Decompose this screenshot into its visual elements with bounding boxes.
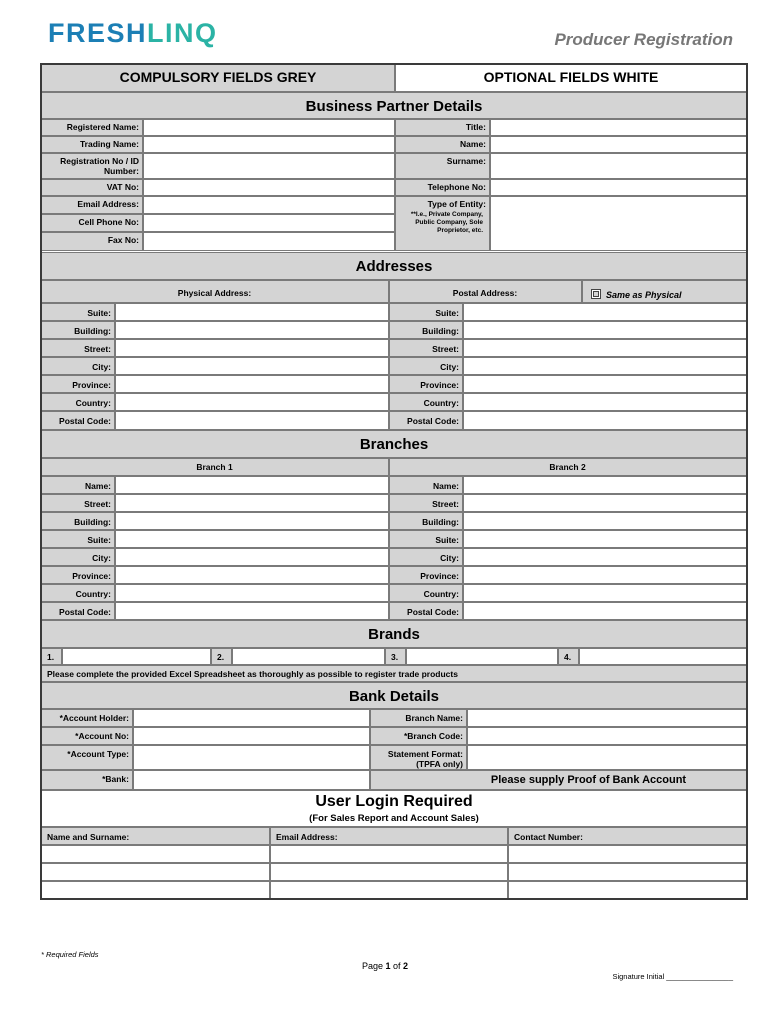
bank-left-label: *Account Type:: [41, 745, 133, 770]
login-column-header: Contact Number:: [508, 827, 747, 845]
business-left-label: Fax No:: [41, 232, 143, 251]
same-as-physical-label: Same as Physical: [606, 290, 682, 300]
login-input[interactable]: [41, 863, 270, 881]
bank-right-label: *Branch Code:: [370, 727, 467, 745]
signature-initial: Signature Initial ________________: [612, 972, 733, 981]
business-right-label: Name:: [395, 136, 490, 153]
business-right-label: Surname:: [395, 153, 490, 179]
branch-1-label: Province:: [41, 566, 115, 584]
brand-number: 2.: [211, 648, 232, 665]
login-column-header: Name and Surname:: [41, 827, 270, 845]
business-left-label: Cell Phone No:: [41, 214, 143, 232]
brands-section-title: Brands: [41, 620, 747, 648]
page-mid: of: [390, 961, 404, 971]
postal-address-header: Postal Address:: [389, 280, 582, 303]
business-left-input[interactable]: [143, 119, 395, 136]
physical-address-header: Physical Address:: [41, 280, 389, 303]
bank-proof-note: Please supply Proof of Bank Account: [370, 770, 747, 790]
branch-1-input[interactable]: [115, 494, 389, 512]
login-input[interactable]: [508, 863, 747, 881]
entity-type-label: Type of Entity:: [427, 199, 486, 209]
document-title: Producer Registration: [554, 30, 733, 49]
bank-right-label: Statement Format: (TPFA only): [370, 745, 467, 770]
bank-left-input[interactable]: [133, 709, 370, 727]
postal-address-input[interactable]: [463, 357, 747, 375]
business-left-input[interactable]: [143, 232, 395, 251]
brand-number: 4.: [558, 648, 579, 665]
logo-part-1: FRESH: [48, 18, 148, 48]
physical-address-label: Country:: [41, 393, 115, 411]
physical-address-input[interactable]: [115, 303, 389, 321]
business-left-input[interactable]: [143, 153, 395, 179]
page-current: 1: [385, 961, 391, 971]
branch-2-label: City:: [389, 548, 463, 566]
bank-left-input[interactable]: [133, 770, 370, 790]
business-right-input[interactable]: [490, 119, 747, 136]
logo-part-2: LINQ: [147, 18, 218, 48]
brand-number: 3.: [385, 648, 406, 665]
business-left-label: Email Address:: [41, 196, 143, 214]
branch-1-input[interactable]: [115, 476, 389, 494]
business-right-label: Title:: [395, 119, 490, 136]
brand-input[interactable]: [406, 648, 558, 665]
branch-1-label: City:: [41, 548, 115, 566]
bank-left-label: *Account No:: [41, 727, 133, 745]
postal-address-input[interactable]: [463, 411, 747, 430]
page-number: [0, 961, 770, 971]
business-section-title: Business Partner Details: [41, 92, 747, 119]
bank-right-input[interactable]: [467, 709, 747, 727]
branch-2-input[interactable]: [463, 584, 747, 602]
business-left-input[interactable]: [143, 196, 395, 214]
physical-address-input[interactable]: [115, 375, 389, 393]
branch-2-label: Province:: [389, 566, 463, 584]
branch-2-input[interactable]: [463, 512, 747, 530]
login-input[interactable]: [508, 881, 747, 900]
login-input[interactable]: [41, 881, 270, 900]
business-left-label: Registration No / ID Number:: [41, 153, 143, 179]
branch-2-label: Suite:: [389, 530, 463, 548]
branch-1-input[interactable]: [115, 602, 389, 620]
physical-address-input[interactable]: [115, 393, 389, 411]
branch-2-input[interactable]: [463, 566, 747, 584]
business-left-label: VAT No:: [41, 179, 143, 196]
physical-address-label: Street:: [41, 339, 115, 357]
branch-1-label: Country:: [41, 584, 115, 602]
business-left-input[interactable]: [143, 214, 395, 232]
branch-2-input[interactable]: [463, 476, 747, 494]
optional-legend: OPTIONAL FIELDS WHITE: [395, 64, 747, 92]
bank-left-label: *Account Holder:: [41, 709, 133, 727]
business-right-input[interactable]: [490, 179, 747, 196]
postal-address-label: Country:: [389, 393, 463, 411]
branch-2-input[interactable]: [463, 602, 747, 620]
branch-1-label: Suite:: [41, 530, 115, 548]
bank-left-label: *Bank:: [41, 770, 133, 790]
physical-address-input[interactable]: [115, 339, 389, 357]
branch-1-label: Building:: [41, 512, 115, 530]
bank-right-input[interactable]: [467, 745, 747, 770]
branch-2-label: Postal Code:: [389, 602, 463, 620]
bank-right-input[interactable]: [467, 727, 747, 745]
business-left-input[interactable]: [143, 179, 395, 196]
brand-input[interactable]: [232, 648, 385, 665]
physical-address-input[interactable]: [115, 411, 389, 430]
login-input[interactable]: [41, 845, 270, 863]
physical-address-label: Building:: [41, 321, 115, 339]
bank-right-label: Branch Name:: [370, 709, 467, 727]
page-prefix: Page: [361, 961, 386, 971]
branch-2-label: Country:: [389, 584, 463, 602]
bank-section-title: Bank Details: [41, 682, 747, 709]
physical-address-label: Suite:: [41, 303, 115, 321]
branch-2-input[interactable]: [463, 530, 747, 548]
business-right-input[interactable]: [490, 153, 747, 179]
business-left-label: Trading Name:: [41, 136, 143, 153]
page-total: 2: [403, 961, 409, 971]
login-subtitle: (For Sales Report and Account Sales): [309, 813, 479, 824]
login-section-header: [41, 790, 747, 827]
physical-address-label: Postal Code:: [41, 411, 115, 430]
branch-1-input[interactable]: [115, 548, 389, 566]
branch-2-header: Branch 2: [389, 458, 747, 476]
brand-input[interactable]: [62, 648, 211, 665]
postal-address-label: Province:: [389, 375, 463, 393]
branch-2-input[interactable]: [463, 494, 747, 512]
compulsory-legend: COMPULSORY FIELDS GREY: [41, 64, 395, 92]
branch-2-label: Building:: [389, 512, 463, 530]
postal-address-input[interactable]: [463, 321, 747, 339]
physical-address-label: City:: [41, 357, 115, 375]
bank-left-input[interactable]: [133, 727, 370, 745]
brands-note: Please complete the provided Excel Spreadsheet as thoroughly as possible to register trade products: [41, 665, 747, 682]
postal-address-label: City:: [389, 357, 463, 375]
logo: [48, 18, 218, 49]
business-right-input[interactable]: [490, 136, 747, 153]
postal-address-label: Building:: [389, 321, 463, 339]
entity-type-note: **I.e., Private Company, Public Company, Sole Proprietor, etc.: [410, 211, 483, 234]
postal-address-label: Postal Code:: [389, 411, 463, 430]
branch-2-input[interactable]: [463, 548, 747, 566]
checkbox-icon: [591, 289, 601, 299]
physical-address-label: Province:: [41, 375, 115, 393]
login-input[interactable]: [270, 881, 508, 900]
business-right-label: Telephone No:: [395, 179, 490, 196]
physical-address-input[interactable]: [115, 321, 389, 339]
postal-address-input[interactable]: [463, 375, 747, 393]
branch-2-label: Name:: [389, 476, 463, 494]
business-left-input[interactable]: [143, 136, 395, 153]
login-input[interactable]: [270, 845, 508, 863]
branch-1-label: Postal Code:: [41, 602, 115, 620]
brand-input[interactable]: [579, 648, 747, 665]
business-left-label: Registered Name:: [41, 119, 143, 136]
postal-address-label: Suite:: [389, 303, 463, 321]
required-fields-note: * Required Fields: [41, 950, 99, 959]
same-as-physical-checkbox[interactable]: [582, 280, 747, 303]
branch-1-input[interactable]: [115, 512, 389, 530]
login-input[interactable]: [508, 845, 747, 863]
bank-left-input[interactable]: [133, 745, 370, 770]
physical-address-input[interactable]: [115, 357, 389, 375]
login-title: User Login Required: [315, 793, 473, 810]
postal-address-input[interactable]: [463, 339, 747, 357]
login-input[interactable]: [270, 863, 508, 881]
brand-number: 1.: [41, 648, 62, 665]
branch-1-label: Street:: [41, 494, 115, 512]
branch-1-input[interactable]: [115, 530, 389, 548]
branch-1-label: Name:: [41, 476, 115, 494]
branch-1-header: Branch 1: [41, 458, 389, 476]
branches-section-title: Branches: [41, 430, 747, 458]
addresses-section-title: Addresses: [41, 252, 747, 280]
postal-address-input[interactable]: [463, 393, 747, 411]
branch-1-input[interactable]: [115, 584, 389, 602]
postal-address-label: Street:: [389, 339, 463, 357]
postal-address-input[interactable]: [463, 303, 747, 321]
login-column-header: Email Address:: [270, 827, 508, 845]
branch-2-label: Street:: [389, 494, 463, 512]
business-right-input[interactable]: [490, 196, 747, 251]
business-right-label: [395, 196, 490, 251]
branch-1-input[interactable]: [115, 566, 389, 584]
